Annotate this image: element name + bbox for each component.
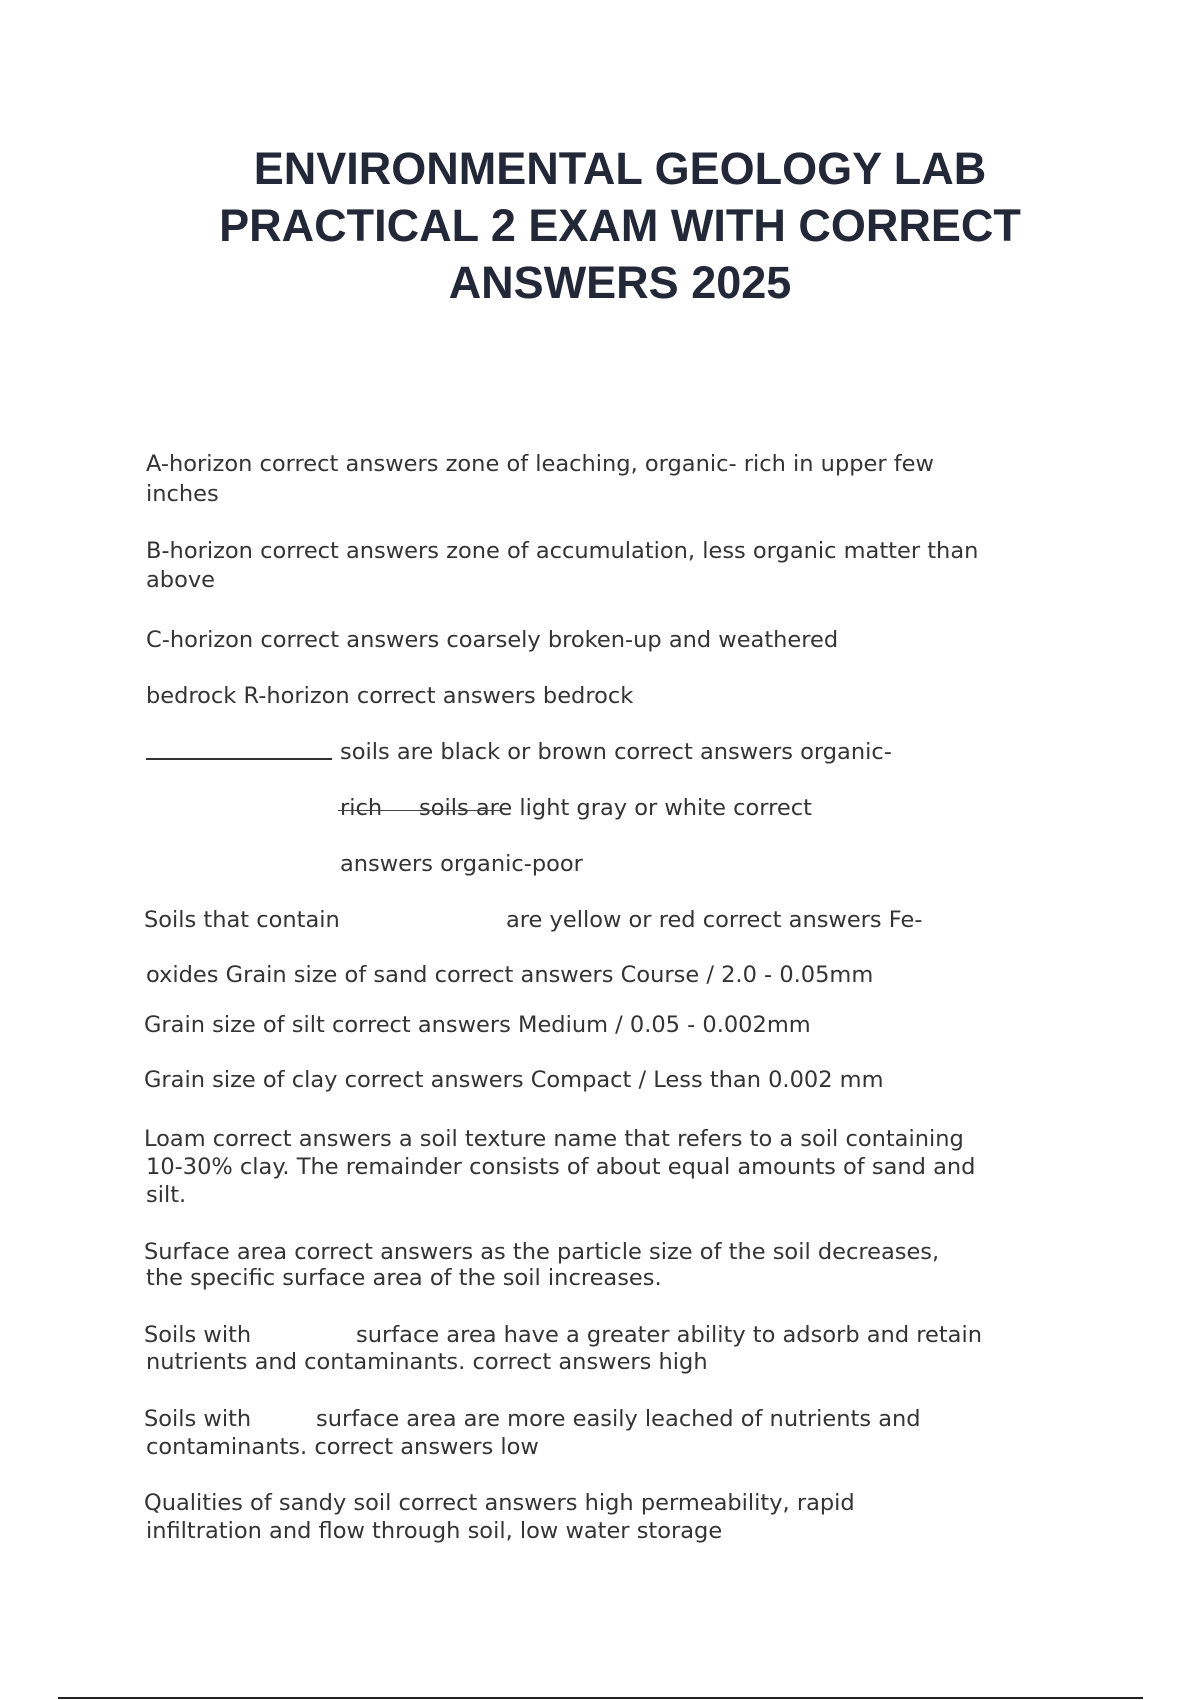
title-line-2: PRACTICAL 2 EXAM WITH CORRECT bbox=[219, 200, 1021, 251]
sand-line: oxides Grain size of sand correct answers Course / 2.0 - 0.05mm bbox=[146, 962, 874, 988]
high-surface-line-2: nutrients and contaminants. correct answers high bbox=[146, 1349, 708, 1375]
sandy-soil-line-1: Qualities of sandy soil correct answers high permeability, rapid bbox=[144, 1490, 855, 1516]
yellow-soils-start: Soils that contain bbox=[144, 907, 340, 933]
a-horizon-line-1: A-horizon correct answers zone of leaching, organic- rich in upper few bbox=[146, 451, 934, 477]
title-line-1: ENVIRONMENTAL GEOLOGY LAB bbox=[253, 143, 987, 194]
loam-line-1: Loam correct answers a soil texture name that refers to a soil containing bbox=[144, 1126, 964, 1152]
black-soils-line: soils are black or brown correct answers organic- bbox=[340, 739, 892, 765]
title-line-3: ANSWERS 2025 bbox=[448, 257, 792, 308]
page-bottom-rule bbox=[58, 1697, 1143, 1699]
strike-mark bbox=[338, 810, 500, 811]
light-soils-line: soils are light gray or white correct bbox=[419, 795, 812, 821]
yellow-soils-line: are yellow or red correct answers Fe- bbox=[506, 907, 923, 933]
surface-area-line-1: Surface area correct answers as the particle size of the soil decreases, bbox=[144, 1239, 940, 1265]
document-title bbox=[130, 140, 1110, 311]
b-horizon-line-2: above bbox=[146, 567, 215, 593]
clay-line: Grain size of clay correct answers Compact / Less than 0.002 mm bbox=[144, 1067, 884, 1093]
loam-line-3: silt. bbox=[146, 1182, 187, 1208]
high-surface-start: Soils with bbox=[144, 1322, 252, 1348]
surface-area-line-2: the specific surface area of the soil increases. bbox=[146, 1265, 662, 1291]
b-horizon-line-1: B-horizon correct answers zone of accumulation, less organic matter than bbox=[146, 538, 979, 564]
light-soils-line-2: answers organic-poor bbox=[340, 851, 583, 877]
low-surface-line: surface area are more easily leached of nutrients and bbox=[316, 1406, 921, 1432]
sandy-soil-line-2: infiltration and flow through soil, low water storage bbox=[146, 1518, 723, 1544]
high-surface-line: surface area have a greater ability to adsorb and retain bbox=[356, 1322, 982, 1348]
silt-line: Grain size of silt correct answers Medium / 0.05 - 0.002mm bbox=[144, 1012, 811, 1038]
answer-blank bbox=[146, 758, 332, 760]
low-surface-line-2: contaminants. correct answers low bbox=[146, 1434, 539, 1460]
low-surface-start: Soils with bbox=[144, 1406, 252, 1432]
loam-line-2: 10-30% clay. The remainder consists of about equal amounts of sand and bbox=[146, 1154, 976, 1180]
light-soils-word-rich: rich bbox=[340, 795, 383, 821]
r-horizon-line: bedrock R-horizon correct answers bedrock bbox=[146, 683, 634, 709]
a-horizon-line-2: inches bbox=[146, 481, 219, 507]
c-horizon-line: C-horizon correct answers coarsely broken-up and weathered bbox=[146, 627, 839, 653]
